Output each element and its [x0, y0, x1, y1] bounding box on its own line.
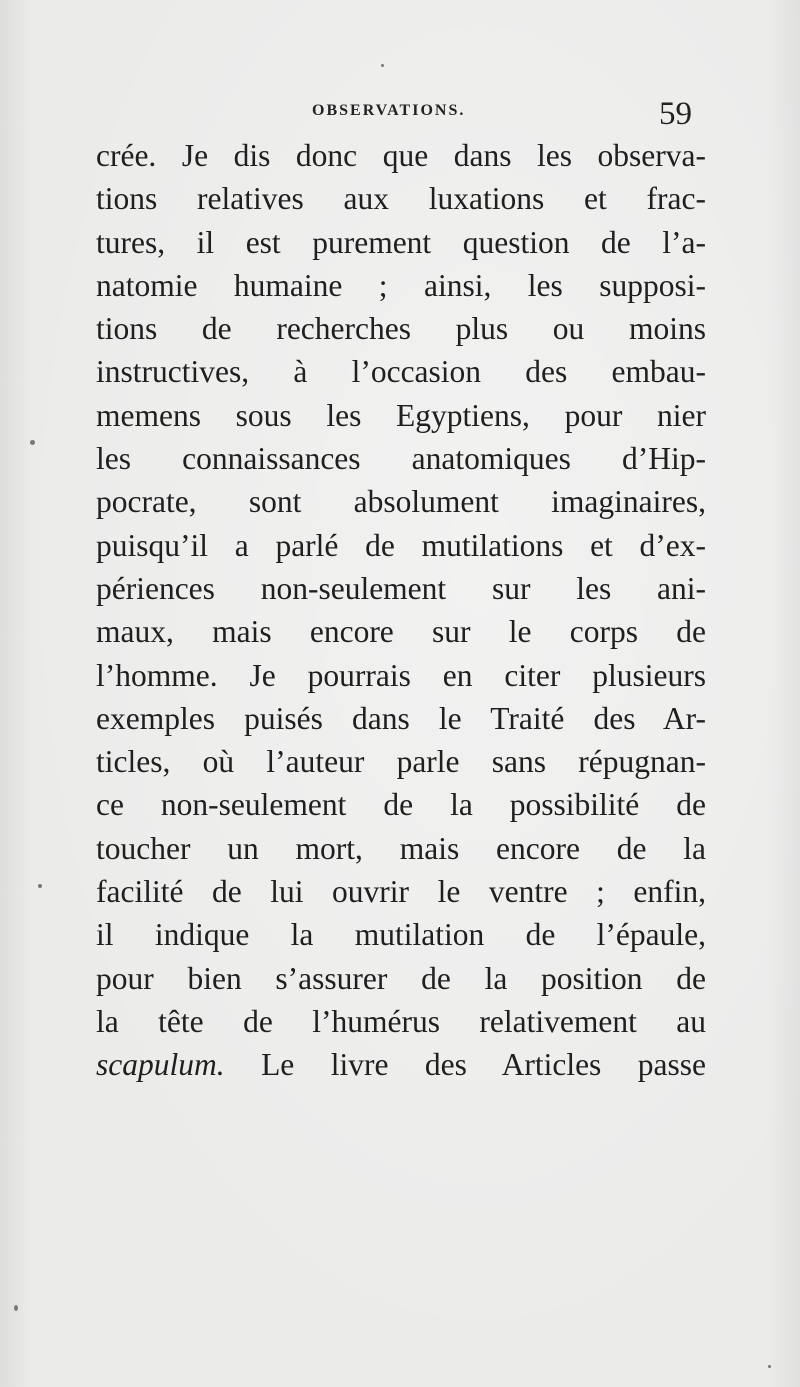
body-text	[96, 134, 706, 1087]
text-line: natomie humaine ; ainsi, les supposi-	[96, 267, 706, 303]
text-line: pocrate, sont absolument imaginaires,	[96, 484, 706, 520]
text-line: tions de recherches plus ou moins	[96, 311, 706, 347]
text-line: facilité de lui ouvrir le ventre ; enfin,	[96, 874, 706, 910]
text-line: tures, il est purement question de l’a-	[96, 224, 706, 260]
page-header	[0, 96, 800, 136]
text-line: maux, mais encore sur le corps de	[96, 614, 706, 650]
paper-speck	[30, 440, 35, 445]
text-line: il indique la mutilation de l’épaule,	[96, 917, 706, 953]
page-number: 59	[659, 96, 692, 132]
text-line: la tête de l’humérus relativement au	[96, 1003, 706, 1039]
paper-speck	[768, 1365, 771, 1368]
text-line: crée. Je dis donc que dans les observa-	[96, 138, 706, 173]
line-remainder: Le livre des Articles passe	[224, 1047, 706, 1083]
text-line-last	[96, 1043, 706, 1086]
paper-speck	[381, 64, 384, 67]
text-line: les connaissances anatomiques d’Hip-	[96, 441, 706, 477]
text-line: exemples puisés dans le Traité des Ar-	[96, 700, 706, 736]
text-line: ticles, où l’auteur parle sans répugnan-	[96, 744, 706, 780]
text-line: ce non-seulement de la possibilité de	[96, 787, 706, 823]
running-title: OBSERVATIONS.	[312, 102, 466, 119]
text-line: puisqu’il a parlé de mutilations et d’ex-	[96, 527, 706, 563]
text-line: pour bien s’assurer de la position de	[96, 960, 706, 996]
text-line: périences non-seulement sur les ani-	[96, 570, 706, 606]
paper-speck	[14, 1305, 18, 1311]
paper-speck	[38, 884, 42, 888]
text-line: tions relatives aux luxations et frac-	[96, 181, 706, 217]
text-line: l’homme. Je pourrais en citer plusieurs	[96, 657, 706, 693]
text-line: toucher un mort, mais encore de la	[96, 830, 706, 866]
text-line: instructives, à l’occasion des embau-	[96, 354, 706, 390]
italic-word: scapulum.	[96, 1047, 225, 1083]
text-line: memens sous les Egyptiens, pour nier	[96, 397, 706, 433]
